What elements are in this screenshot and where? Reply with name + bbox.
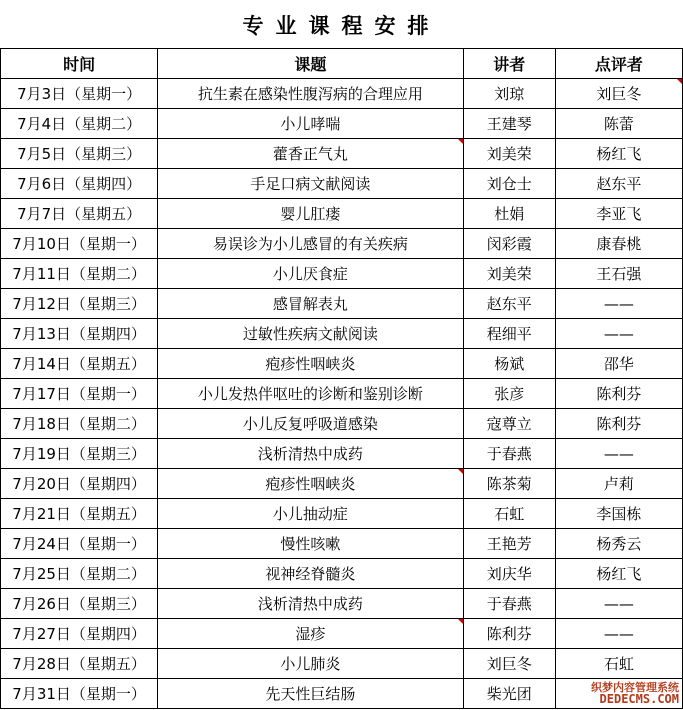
table-row [1, 499, 683, 529]
cell-lecturer: 王艳芳 [463, 529, 555, 559]
table-row [1, 379, 683, 409]
watermark [561, 682, 679, 706]
cell-topic: 浅析清热中成药 [158, 439, 463, 469]
cell-lecturer: 陈利芬 [463, 619, 555, 649]
table-row [1, 409, 683, 439]
cell-lecturer: 张彦 [463, 379, 555, 409]
cell-date: 7月17日（星期一） [1, 379, 158, 409]
cell-date: 7月7日（星期五） [1, 199, 158, 229]
cell-lecturer: 陈茶菊 [463, 469, 555, 499]
cell-topic: 感冒解表丸 [158, 289, 463, 319]
cell-date: 7月4日（星期二） [1, 109, 158, 139]
table-row [1, 139, 683, 169]
table-row [1, 289, 683, 319]
cell-reviewer: 杨红飞 [555, 139, 682, 169]
cell-topic: 先天性巨结肠 [158, 679, 463, 709]
cell-reviewer: 康春桃 [555, 229, 682, 259]
header-topic: 课题 [158, 49, 463, 79]
cell-reviewer: 邵华 [555, 349, 682, 379]
cell-date: 7月27日（星期四） [1, 619, 158, 649]
header-reviewer: 点评者 [555, 49, 682, 79]
cell-lecturer: 闵彩霞 [463, 229, 555, 259]
cell-topic: 小儿抽动症 [158, 499, 463, 529]
header-lecturer: 讲者 [463, 49, 555, 79]
cell-date: 7月11日（星期二） [1, 259, 158, 289]
cell-date: 7月14日（星期五） [1, 349, 158, 379]
table-row [1, 169, 683, 199]
schedule-table [0, 48, 683, 709]
header-date: 时间 [1, 49, 158, 79]
cell-topic: 抗生素在感染性腹泻病的合理应用 [158, 79, 463, 109]
comment-marker-icon [458, 619, 463, 624]
cell-date: 7月18日（星期二） [1, 409, 158, 439]
cell-lecturer: 赵东平 [463, 289, 555, 319]
table-row [1, 619, 683, 649]
table-row [1, 589, 683, 619]
cell-date: 7月5日（星期三） [1, 139, 158, 169]
cell-date: 7月13日（星期四） [1, 319, 158, 349]
cell-topic: 小儿哮喘 [158, 109, 463, 139]
cell-lecturer: 于春燕 [463, 589, 555, 619]
comment-marker-icon [458, 139, 463, 144]
cell-topic: 婴儿肛瘘 [158, 199, 463, 229]
cell-topic: 小儿反复呼吸道感染 [158, 409, 463, 439]
cell-topic: 视神经脊髓炎 [158, 559, 463, 589]
cell-date: 7月10日（星期一） [1, 229, 158, 259]
table-row [1, 199, 683, 229]
comment-marker-icon [677, 79, 682, 84]
cell-topic: 小儿肺炎 [158, 649, 463, 679]
cell-topic: 疱疹性咽峡炎 [158, 349, 463, 379]
table-row [1, 529, 683, 559]
cell-lecturer: 柴光团 [463, 679, 555, 709]
cell-date: 7月24日（星期一） [1, 529, 158, 559]
cell-topic: 易误诊为小儿感冒的有关疾病 [158, 229, 463, 259]
cell-date: 7月20日（星期四） [1, 469, 158, 499]
cell-reviewer: 杨红飞 [555, 559, 682, 589]
table-row [1, 349, 683, 379]
cell-lecturer: 杨斌 [463, 349, 555, 379]
cell-topic: 慢性咳嗽 [158, 529, 463, 559]
cell-reviewer: 陈利芬 [555, 409, 682, 439]
cell-reviewer: 李亚飞 [555, 199, 682, 229]
cell-reviewer: 陈利芬 [555, 379, 682, 409]
watermark-line1: 织梦内容管理系统 [591, 680, 679, 694]
cell-reviewer: 石虹 [555, 649, 682, 679]
cell-reviewer: 杨秀云 [555, 529, 682, 559]
cell-lecturer: 刘庆华 [463, 559, 555, 589]
cell-reviewer: 李国栋 [555, 499, 682, 529]
cell-topic: 藿香正气丸 [158, 139, 463, 169]
cell-reviewer: —— [555, 619, 682, 649]
cell-lecturer: 刘琼 [463, 79, 555, 109]
cell-lecturer: 刘仓士 [463, 169, 555, 199]
cell-lecturer: 石虹 [463, 499, 555, 529]
table-header-row [1, 49, 683, 79]
cell-topic: 湿疹 [158, 619, 463, 649]
comment-marker-icon [458, 469, 463, 474]
table-row [1, 439, 683, 469]
cell-reviewer: 陈蕾 [555, 109, 682, 139]
cell-lecturer: 王建琴 [463, 109, 555, 139]
table-row [1, 79, 683, 109]
cell-topic: 浅析清热中成药 [158, 589, 463, 619]
cell-lecturer: 寇尊立 [463, 409, 555, 439]
cell-topic: 过敏性疾病文献阅读 [158, 319, 463, 349]
table-row [1, 229, 683, 259]
cell-date: 7月12日（星期三） [1, 289, 158, 319]
table-row [1, 649, 683, 679]
cell-reviewer: —— [555, 589, 682, 619]
cell-date: 7月21日（星期五） [1, 499, 158, 529]
cell-reviewer: —— [555, 319, 682, 349]
table-row [1, 559, 683, 589]
cell-date: 7月28日（星期五） [1, 649, 158, 679]
cell-lecturer: 程细平 [463, 319, 555, 349]
cell-reviewer: 刘巨冬 [555, 79, 682, 109]
cell-date: 7月26日（星期三） [1, 589, 158, 619]
cell-lecturer: 刘美荣 [463, 139, 555, 169]
cell-reviewer: 卢莉 [555, 469, 682, 499]
cell-lecturer: 于春燕 [463, 439, 555, 469]
cell-topic: 疱疹性咽峡炎 [158, 469, 463, 499]
cell-reviewer: —— [555, 289, 682, 319]
schedule-body [1, 79, 683, 709]
cell-topic: 手足口病文献阅读 [158, 169, 463, 199]
page-title: 专业课程安排 [242, 14, 441, 38]
cell-lecturer: 刘美荣 [463, 259, 555, 289]
table-row [1, 259, 683, 289]
watermark-line2: DEDECMS.COM [599, 692, 679, 707]
cell-topic: 小儿厌食症 [158, 259, 463, 289]
cell-date: 7月6日（星期四） [1, 169, 158, 199]
table-row [1, 319, 683, 349]
cell-date: 7月19日（星期三） [1, 439, 158, 469]
cell-date: 7月25日（星期二） [1, 559, 158, 589]
cell-date: 7月31日（星期一） [1, 679, 158, 709]
cell-reviewer: —— [555, 439, 682, 469]
table-row [1, 469, 683, 499]
cell-reviewer: 王石强 [555, 259, 682, 289]
cell-date: 7月3日（星期一） [1, 79, 158, 109]
cell-topic: 小儿发热伴呕吐的诊断和鉴别诊断 [158, 379, 463, 409]
cell-reviewer: 赵东平 [555, 169, 682, 199]
cell-lecturer: 刘巨冬 [463, 649, 555, 679]
cell-lecturer: 杜娟 [463, 199, 555, 229]
table-row [1, 109, 683, 139]
